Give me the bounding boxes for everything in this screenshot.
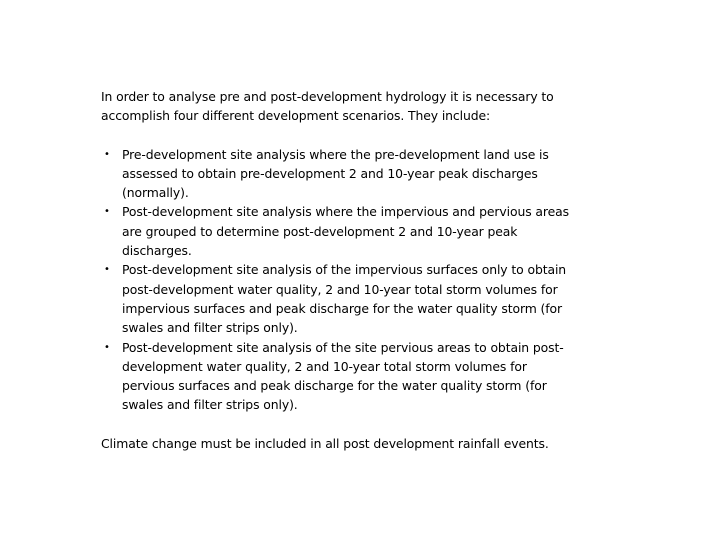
scenario-list — [101, 145, 591, 415]
list-item — [101, 145, 582, 203]
bullet-icon: • — [104, 148, 110, 160]
list-item — [101, 202, 582, 260]
bullet-icon: • — [104, 341, 110, 353]
list-item — [101, 338, 582, 415]
list-item-text: Post-development site analysis where the impervious and pervious areas are grouped to determine post-development 2 and 10-year peak discharges. — [122, 204, 569, 259]
list-item-text: Pre-development site analysis where the pre-development land use is assessed to obtain pre-development 2 and 10-year peak discharges (normally). — [122, 146, 549, 201]
list-item-text: Post-development site analysis of the site pervious areas to obtain post-development water quality, 2 and 10-year total storm volumes for pervious surfaces and peak discharge for the water quality storm (for swales and filter strips only). — [122, 339, 564, 413]
closing-paragraph: Climate change must be included in all post development rainfall events. — [101, 435, 549, 451]
intro-paragraph: In order to analyse pre and post-development hydrology it is necessary to accomplish four different development scenarios. They include: — [101, 89, 554, 124]
text-block — [101, 87, 591, 453]
bullet-icon: • — [104, 264, 110, 276]
list-item-text: Post-development site analysis of the impervious surfaces only to obtain post-development water quality, 2 and 10-year total storm volumes for impervious surfaces and peak discharge for the water quality storm (for swales and filter strips only). — [122, 262, 567, 336]
list-item — [101, 260, 582, 337]
bullet-icon: • — [104, 206, 110, 218]
